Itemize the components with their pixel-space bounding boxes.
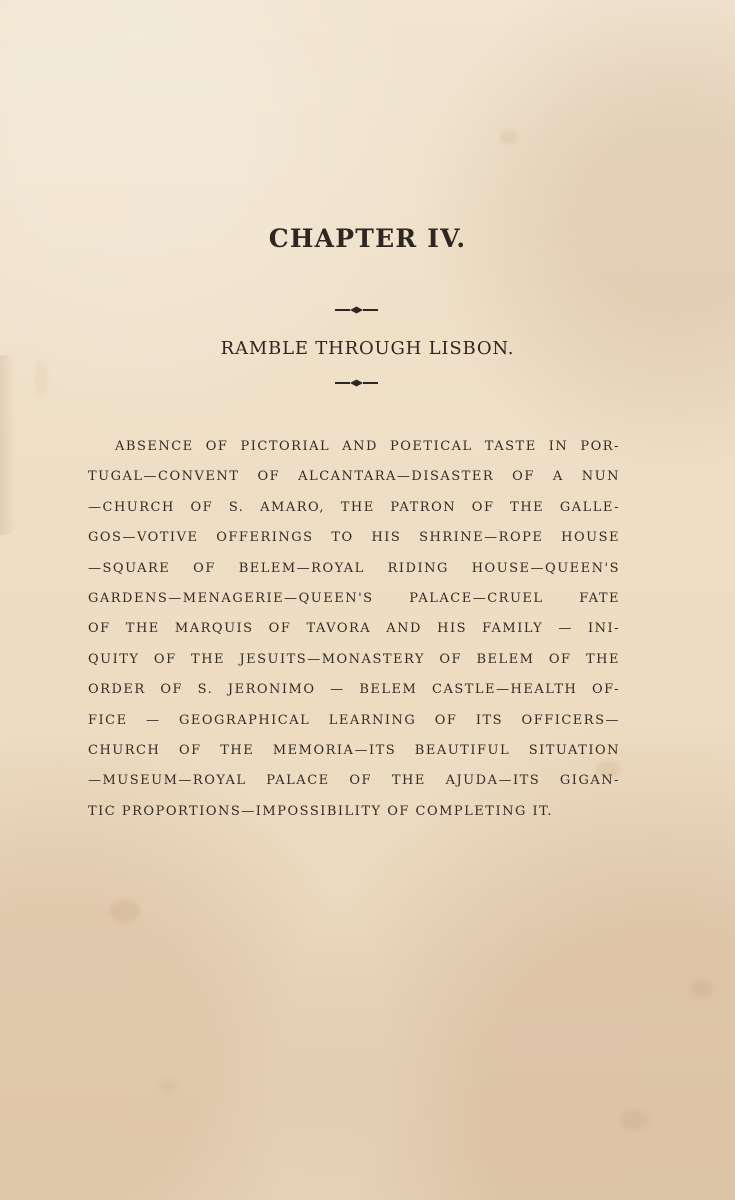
synopsis-line: CHURCH OF THE MEMORIA—ITS BEAUTIFUL SITUATION (88, 743, 620, 759)
page-edge-wear (0, 355, 16, 535)
synopsis-line: GOS—VOTIVE OFFERINGS TO HIS SHRINE—ROPE HOUSE (88, 530, 620, 546)
synopsis-line: TIC PROPORTIONS—IMPOSSIBILITY OF COMPLETING IT. (88, 803, 554, 819)
paper-stain (110, 900, 140, 922)
chapter-title: CHAPTER IV. (268, 224, 467, 253)
paper-stain (500, 130, 518, 144)
chapter-subtitle: RAMBLE THROUGH LISBON. (220, 338, 515, 359)
synopsis-line: FICE — GEOGRAPHICAL LEARNING OF ITS OFFICERS— (88, 712, 620, 728)
paper-stain (34, 360, 48, 398)
ornamental-divider-icon (335, 378, 378, 388)
synopsis-line: TUGAL—CONVENT OF ALCANTARA—DISASTER OF A NUN (88, 469, 620, 485)
chapter-synopsis (88, 432, 620, 827)
paper-stain (160, 1080, 176, 1092)
synopsis-line: —CHURCH OF S. AMARO, THE PATRON OF THE GALLE- (88, 499, 620, 515)
synopsis-line: —MUSEUM—ROYAL PALACE OF THE AJUDA—ITS GIGAN- (88, 773, 620, 789)
synopsis-line: GARDENS—MENAGERIE—QUEEN'S PALACE—CRUEL FATE (88, 591, 620, 607)
synopsis-line: —SQUARE OF BELEM—ROYAL RIDING HOUSE—QUEEN'S (88, 560, 620, 576)
paper-stain (620, 1110, 648, 1130)
synopsis-line: ORDER OF S. JERONIMO — BELEM CASTLE—HEALTH OF- (88, 682, 620, 698)
paper-stain (690, 980, 712, 998)
synopsis-line: QUITY OF THE JESUITS—MONASTERY OF BELEM OF THE (88, 651, 620, 667)
synopsis-line: OF THE MARQUIS OF TAVORA AND HIS FAMILY — INI- (88, 621, 620, 637)
synopsis-line: ABSENCE OF PICTORIAL AND POETICAL TASTE IN POR- (115, 439, 620, 454)
ornamental-divider-icon (335, 305, 378, 315)
